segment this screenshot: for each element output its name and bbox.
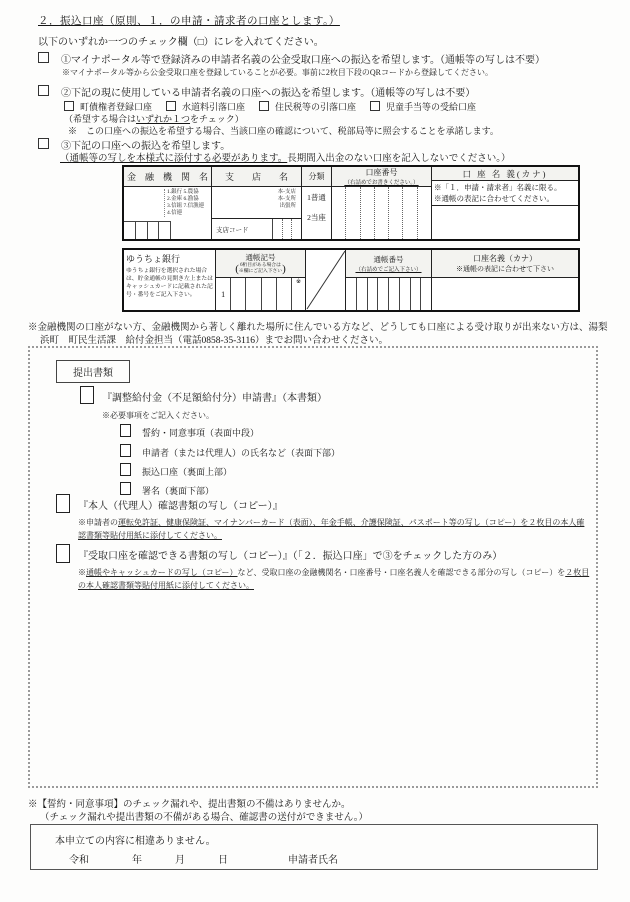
- section-intro: 以下のいずれか一つのチェック欄（□）にレを入れてください。: [38, 37, 324, 48]
- kikan-code-cell[interactable]: [159, 222, 170, 239]
- account-no-cell[interactable]: [346, 187, 360, 239]
- option2-sub3-label: 住民税等の引落口座: [275, 102, 357, 112]
- holder-name-note1: ※「１．申請・請求者」名義に限る。: [434, 183, 562, 192]
- holder-name-header: 口 座 名 義(カナ): [432, 167, 578, 181]
- option2-sub4-checkbox[interactable]: [370, 101, 380, 111]
- passbook-number-cell[interactable]: [389, 278, 400, 310]
- branch-code-cell[interactable]: [283, 219, 293, 239]
- doc-item3-note-underlined1: 通帳やキャッシュカードの写し（コピー）: [86, 568, 238, 577]
- yucho-bank-label: ゆうちょ銀行: [126, 254, 181, 264]
- documents-box-label: 提出書類: [56, 360, 130, 383]
- branch-type-options: [212, 187, 301, 218]
- doc-item3-note-underlined2: ２枚目の本人確認書類等貼付用紙に添付してください。: [78, 568, 590, 590]
- doc-item1-sub2-checkbox[interactable]: [120, 444, 131, 457]
- kikan-type-1: 1.銀行 5.農協: [167, 189, 199, 195]
- symbol-cell[interactable]: [246, 278, 261, 310]
- account-no-note: （右詰めでお書きください。）: [344, 180, 419, 186]
- option2-sub4-label: 児童手当等の受給口座: [386, 102, 477, 112]
- passbook-number-cell[interactable]: [421, 278, 431, 310]
- option2-checkbox[interactable]: [38, 85, 49, 96]
- doc-item2-checkbox[interactable]: [56, 494, 70, 513]
- passbook-number-note: （右詰めでご記入下さい）: [355, 267, 422, 273]
- doc-item1-sub4-label: 署名（裏面下部）: [142, 486, 215, 496]
- holder-name-input-area[interactable]: [432, 206, 578, 239]
- account-no-cell[interactable]: [361, 187, 375, 239]
- option2-sub1-label: 町債権者登録口座: [80, 102, 153, 112]
- doc-item1-sub3-checkbox[interactable]: [120, 463, 131, 476]
- holder-name-note2: ※通帳の表記に合わせてください。: [434, 194, 554, 203]
- doc-item1-sub2-label: 申請者（または代理人）の氏名など（表面下部）: [142, 448, 341, 458]
- symbol-cell[interactable]: [262, 278, 277, 310]
- option3-note-rest: 長期間入出金のない口座を記入しないでください。）: [287, 154, 511, 164]
- declaration-box: [30, 824, 598, 870]
- option2-sub3-checkbox[interactable]: [259, 101, 269, 111]
- doc-item1-sub1-checkbox[interactable]: [120, 424, 131, 437]
- applicant-name-label: 申請者氏名: [288, 855, 338, 866]
- contact-note-line2: 浜町 町民生活課 給付金担当（電話0858-35-3116）までお問い合わせください。: [40, 336, 388, 346]
- doc-item3-note-mid: など、受取口座の金融機関名・口座番号・口座名義人を確認できる部分の写し（コピー）を: [237, 568, 566, 577]
- kikan-code-cell[interactable]: [148, 222, 160, 239]
- choose-note-pre: （希望する場合は: [64, 114, 137, 124]
- warning-line1: ※【誓約・同意事項】のチェック漏れや、提出書類の不備はありませんか。: [28, 800, 351, 810]
- diagonal-line-icon: [306, 250, 346, 310]
- account-no-header: 口座番号: [365, 168, 398, 177]
- yucho-instruction: ゆうちょ銀行を選択された場合は、貯金通帳の見開き左上またはキャッシュカードに記載された記号・番号をご記入下さい。: [126, 268, 213, 298]
- passbook-number-cell[interactable]: [411, 278, 422, 310]
- account-no-cell[interactable]: [418, 187, 431, 239]
- symbol-cell[interactable]: [231, 278, 246, 310]
- doc-item1-note: ※必要事項をご記入ください。: [102, 411, 214, 420]
- option2-label: ②下記の現に使用している申請者名義の口座への振込を希望します。（通帳等の写しは不要）: [61, 88, 476, 99]
- passbook-number-cell[interactable]: [357, 278, 368, 310]
- symbol-paren-close: ): [282, 263, 286, 275]
- doc-item3-title: 『受取口座を確認できる書類の写し（コピー）』（「２．振込口座」で③をチェックした方のみ）: [78, 551, 503, 562]
- branch-type-3: 出張所: [279, 203, 296, 209]
- yucho-holder-name-header: 口座名義（カナ）: [473, 254, 537, 263]
- symbol-cell[interactable]: [277, 278, 292, 310]
- passbook-number-cell[interactable]: [368, 278, 379, 310]
- option1-checkbox[interactable]: [38, 52, 49, 63]
- kikan-header: 金 融 機 関 名: [124, 167, 211, 187]
- passbook-number-cell[interactable]: [400, 278, 411, 310]
- kikan-type-2: 2.金庫 6.漁協: [167, 196, 199, 202]
- bank-account-table: [122, 165, 580, 241]
- option3-checkbox[interactable]: [38, 138, 49, 149]
- doc-item1-sub4-checkbox[interactable]: [120, 482, 131, 495]
- branch-code-cell[interactable]: [273, 219, 283, 239]
- kikan-type-3: 3.信組 7.信漁連: [167, 203, 205, 209]
- contact-note-line1: ※金融機関の口座がない方、金融機関から著しく離れた場所に住んでいる方など、どうしても口座による受け取りが出来ない方は、湯梨: [28, 323, 608, 333]
- passbook-number-cell[interactable]: [378, 278, 389, 310]
- kikan-type-4: 4.信連: [167, 210, 183, 216]
- doc-item1-title: 『調整給付金（不足額給付分）申請書』（本書類）: [102, 393, 327, 404]
- symbol-paren-open: (: [235, 263, 239, 275]
- doc-item2-note-pre: ※申請者の: [78, 518, 118, 527]
- branch-type-1: 本-支店: [277, 189, 296, 195]
- option3-label: ③下記の口座への振込を希望します。: [61, 141, 231, 152]
- documents-section-box: [28, 346, 598, 788]
- option3-note-underlined: （通帳等の写しを本様式に添付する必要があります。: [60, 154, 288, 164]
- yucho-holder-name-input-area[interactable]: [432, 278, 578, 310]
- branch-header: 支 店 名: [212, 167, 301, 187]
- option2-consent-note: ※ この口座への振込を希望する場合、当該口座の確認について、税部局等に照会することを承諾します。: [68, 126, 499, 136]
- option3-note: [60, 150, 511, 164]
- choose-note-underlined: いずれか１つ: [136, 114, 191, 124]
- doc-item3-note-pre: ※: [78, 568, 86, 577]
- month-label: 月: [175, 855, 185, 866]
- passbook-number-header: 通帳番号: [373, 255, 404, 264]
- option2-sub2-label: 水道料引落口座: [182, 102, 246, 112]
- declaration-date-row: [69, 851, 338, 866]
- symbol-note-line1: 6桁目がある場合は: [240, 263, 281, 268]
- class-header: 分類: [302, 167, 331, 187]
- class-option-futsu[interactable]: 1普通: [307, 193, 326, 202]
- doc-item2-note-underlined: 運転免許証、健康保険証、マイナンバーカード（表面）、年金手帳、介護保険証、パスポート等の写し（コピー）を２枚目の本人確認書類等貼付用紙に添付してください。: [78, 518, 585, 540]
- account-no-cell[interactable]: [332, 187, 346, 239]
- year-label: 年: [132, 855, 142, 866]
- kikan-code-cell[interactable]: [136, 222, 148, 239]
- era-label: 令和: [69, 855, 89, 866]
- branch-code-label: 支店コード: [216, 226, 249, 234]
- symbol-extra-digit-cell[interactable]: ※: [296, 279, 302, 285]
- account-no-cell[interactable]: [375, 187, 389, 239]
- doc-item1-sub3-label: 振込口座（裏面上部）: [142, 467, 233, 477]
- option2-sub2-checkbox[interactable]: [166, 101, 176, 111]
- option1-note: ※マイナポータル等から公金受取口座を登録していることが必要。事前に2枚目下段のQRコードから登録してください。: [62, 68, 493, 77]
- symbol-note-line2: ※欄にご記入下さい: [238, 269, 283, 274]
- branch-type-2: 本-支所: [277, 196, 296, 202]
- doc-item2-note: [78, 516, 590, 542]
- symbol-cell-prefilled[interactable]: 1: [216, 278, 231, 310]
- account-no-cell[interactable]: [403, 187, 417, 239]
- doc-item3-checkbox[interactable]: [56, 544, 70, 563]
- kikan-code-cell[interactable]: [124, 222, 136, 239]
- yucho-bank-table: [122, 248, 580, 312]
- passbook-number-cell[interactable]: [346, 278, 357, 310]
- doc-item1-sub1-label: 誓約・同意事項（表面中段）: [142, 428, 260, 438]
- doc-item2-title: 『本人（代理人）確認書類の写し（コピー）』: [78, 501, 283, 512]
- account-no-cell[interactable]: [389, 187, 403, 239]
- symbol-header: 通帳記号: [245, 253, 276, 262]
- declaration-text: 本申立ての内容に相違ありません。: [55, 836, 216, 847]
- option1-label: ①マイナポータル等で登録済みの申請者名義の公金受取口座への振込を希望します。（通帳等の写しは不要）: [61, 55, 545, 66]
- diagonal-separator-cell: [306, 250, 346, 310]
- warning-line2: （チェック漏れや提出書類の不備がある場合、確認書の送付ができません。）: [40, 813, 369, 823]
- day-label: 日: [218, 855, 228, 866]
- choose-note-post: をチェック）: [190, 114, 244, 124]
- doc-item1-checkbox[interactable]: [80, 386, 94, 404]
- option2-sub1-checkbox[interactable]: [64, 101, 74, 111]
- doc-item3-note: [78, 566, 594, 592]
- kikan-type-codes: [164, 189, 204, 217]
- section-title: ２．振込口座（原則、１．の申請・請求者の口座とします。）: [38, 16, 340, 27]
- yucho-holder-name-note: ※通帳の表記に合わせて下さい: [456, 265, 554, 273]
- branch-code-cell[interactable]: [292, 219, 301, 239]
- class-option-touza[interactable]: 2当座: [307, 213, 326, 222]
